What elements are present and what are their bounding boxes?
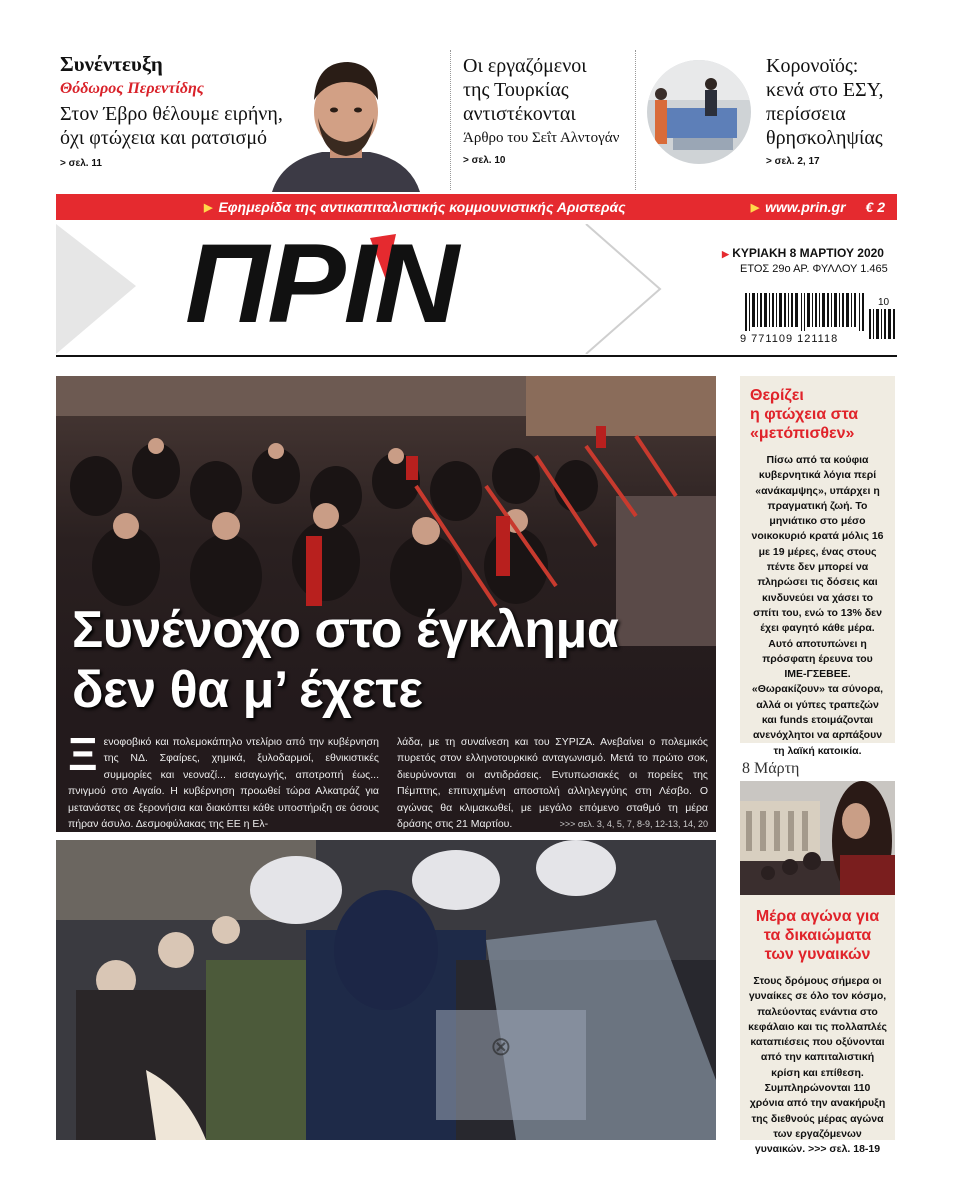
masthead-logo[interactable]: ΠΡΙΝ [185,221,458,346]
website-link[interactable]: www.prin.gr [765,199,846,215]
interview-portrait [272,48,420,192]
issue-date: ▶ ΚΥΡΙΑΚΗ 8 ΜΑΡΤΙΟΥ 2020 [722,246,884,260]
price: € 2 [865,199,885,215]
lead-page-ref[interactable]: >>> σελ. 3, 4, 5, 7, 8-9, 12-13, 14, 20 [559,819,708,830]
lead-body [68,728,708,832]
barcode-number: 9 771109 121118 [740,333,839,345]
triangle-right-icon: ▶ [750,201,760,214]
teaser-turkey[interactable] [463,54,633,166]
teaser-title: Στον Έβρο θέλουμε ειρήνη, όχι φτώχεια και ρατσισμό [60,103,283,149]
sidebar-label: 8 Μάρτη [742,760,800,777]
lead-headline[interactable]: Συνένοχο στο έγκλημα δεν θα μ’ έχετε [72,601,619,719]
svg-text:⊗: ⊗ [490,1032,512,1062]
barcode-addon-bars [869,309,895,339]
sidebar-womens-day[interactable] [740,895,895,1156]
sidebar-body: Πίσω από τα κούφια κυβερνητικά λόγια περί «ανάκαμψης», υπάρχει η πραγματική ζωή. Το μηνιάτικο στο μέσο νοικοκυριό κρατά μόλις 16 με 19 μέρες, ένας στους πέντε δεν μπορεί να πληρώσει τις δόσεις και κινδυνεύει να χάσει το σπίτι του, ενώ το 13% δεν έχει φαγητό κάθε μέρα. Αυτό αποτυπώνει η πρόσφατη έρευνα του ΙΜΕ-ΓΣΕΒΕΕ. «Θωρακίζουν» τα σύνορα, αλλά οι γύπες τραπεζών και funds ετοιμάζονται ανενόχλητοι να αρπάξουν τη λαϊκή κατοικία. [751,454,884,757]
teaser-ref: > σελ. 2, 17 [766,156,820,167]
teaser-ref: > σελ. 11 [60,158,102,169]
tagline: Εφημερίδα της αντικαπιταλιστικής κομμουνιστικής Αριστεράς [218,199,626,215]
teaser-name: Θόδωρος Περεντίδης [60,80,204,97]
teaser-sub: Άρθρο του Σεΐτ Αλντογάν [463,130,620,146]
masthead-rule [56,355,897,357]
teaser-interview[interactable] [60,52,300,169]
teaser-coronavirus[interactable] [766,54,906,167]
tagline-strip [56,194,897,220]
lead-column-2: λάδα, με τη συναίνεση και του ΣΥΡΙΖΑ. Ανεβαίνει ο πολεμικός πυρετός στον ελληνοτουρκικό ανταγωνισμό. Μετά το πρώτο σοκ, διευρύνονται οι αντιδράσεις. Εντυπωσιακές οι πορείες της Πέμπτης, επιτυχημένη αποστολή αλληλεγγύης στη Λέσβο. Ο αγώνας θα κλιμακωθεί, με μεγάλο επόμενο σταθμό τη μέρα δράσης στις 21 Μαρτίου. >>> σελ. 3, 4, 5, 7, 8-9, 12-13, 14, 20 [397,734,708,832]
teaser-title: Οι εργαζόμενοι της Τουρκίας αντιστέκονται [463,55,587,125]
teaser-ref: > σελ. 10 [463,155,506,166]
womens-day-photo [740,781,895,895]
teaser-title: Κορονοϊός: κενά στο ΕΣΥ, περίσσεια θρησκοληψίας [766,55,884,149]
issue-number: ΕΤΟΣ 29ο ΑΡ. ΦΥΛΛΟΥ 1.465 [740,263,888,275]
sidebar-title[interactable]: Μέρα αγώνα για τα δικαιώματα των γυναικών [755,908,880,963]
barcode-addon: 10 [878,297,890,308]
sidebar-title[interactable]: Θερίζει η φτώχεια στα «μετόπισθεν» [750,387,859,442]
lead-column-1: Ξ ενοφοβικό και πολεμοκάπηλο ντελίριο από την κυβέρνηση της ΝΔ. Σφαίρες, χημικά, ξυλοδαρμοί, εθνικιστικές συμμορίες και νεοναζί... εισαγωγής, αποτροπή έως... πνιγμού στο Αιγαίο. Η κυβέρνηση προωθεί τώρα Αλκατράζ για μετανάστες σε ξερονήσια και διακόπτει κάθε υποστήριξη σε όσους πήραν άσυλο. Δεσμοφύλακας της ΕΕ η Ελ- [68,728,379,831]
coronavirus-photo [647,60,751,164]
sidebar-body: Στους δρόμους σήμερα οι γυναίκες σε όλο τον κόσμο, παλεύοντας ενάντια στο κεφάλαιο και τις πολλαπλές καταπιέσεις που οξύνονται από την καπιταλιστική κρίση και επίθεση. Συμπληρώνονται 110 χρόνια από την ανακήρυξη της διεθνούς μέρας αγώνα των εργαζόμενων γυναικών. >>> σελ. 18-19 [748,975,887,1156]
drop-cap: Ξ [68,728,98,780]
lead-story[interactable] [56,376,716,832]
sidebar-poverty[interactable] [740,376,895,757]
barcode [745,293,865,331]
triangle-right-icon: ▶ [204,201,213,214]
riot-police-photo [56,840,716,1140]
teaser-kicker: Συνέντευξη [60,52,163,76]
triangle-right-icon: ▶ [722,249,729,259]
